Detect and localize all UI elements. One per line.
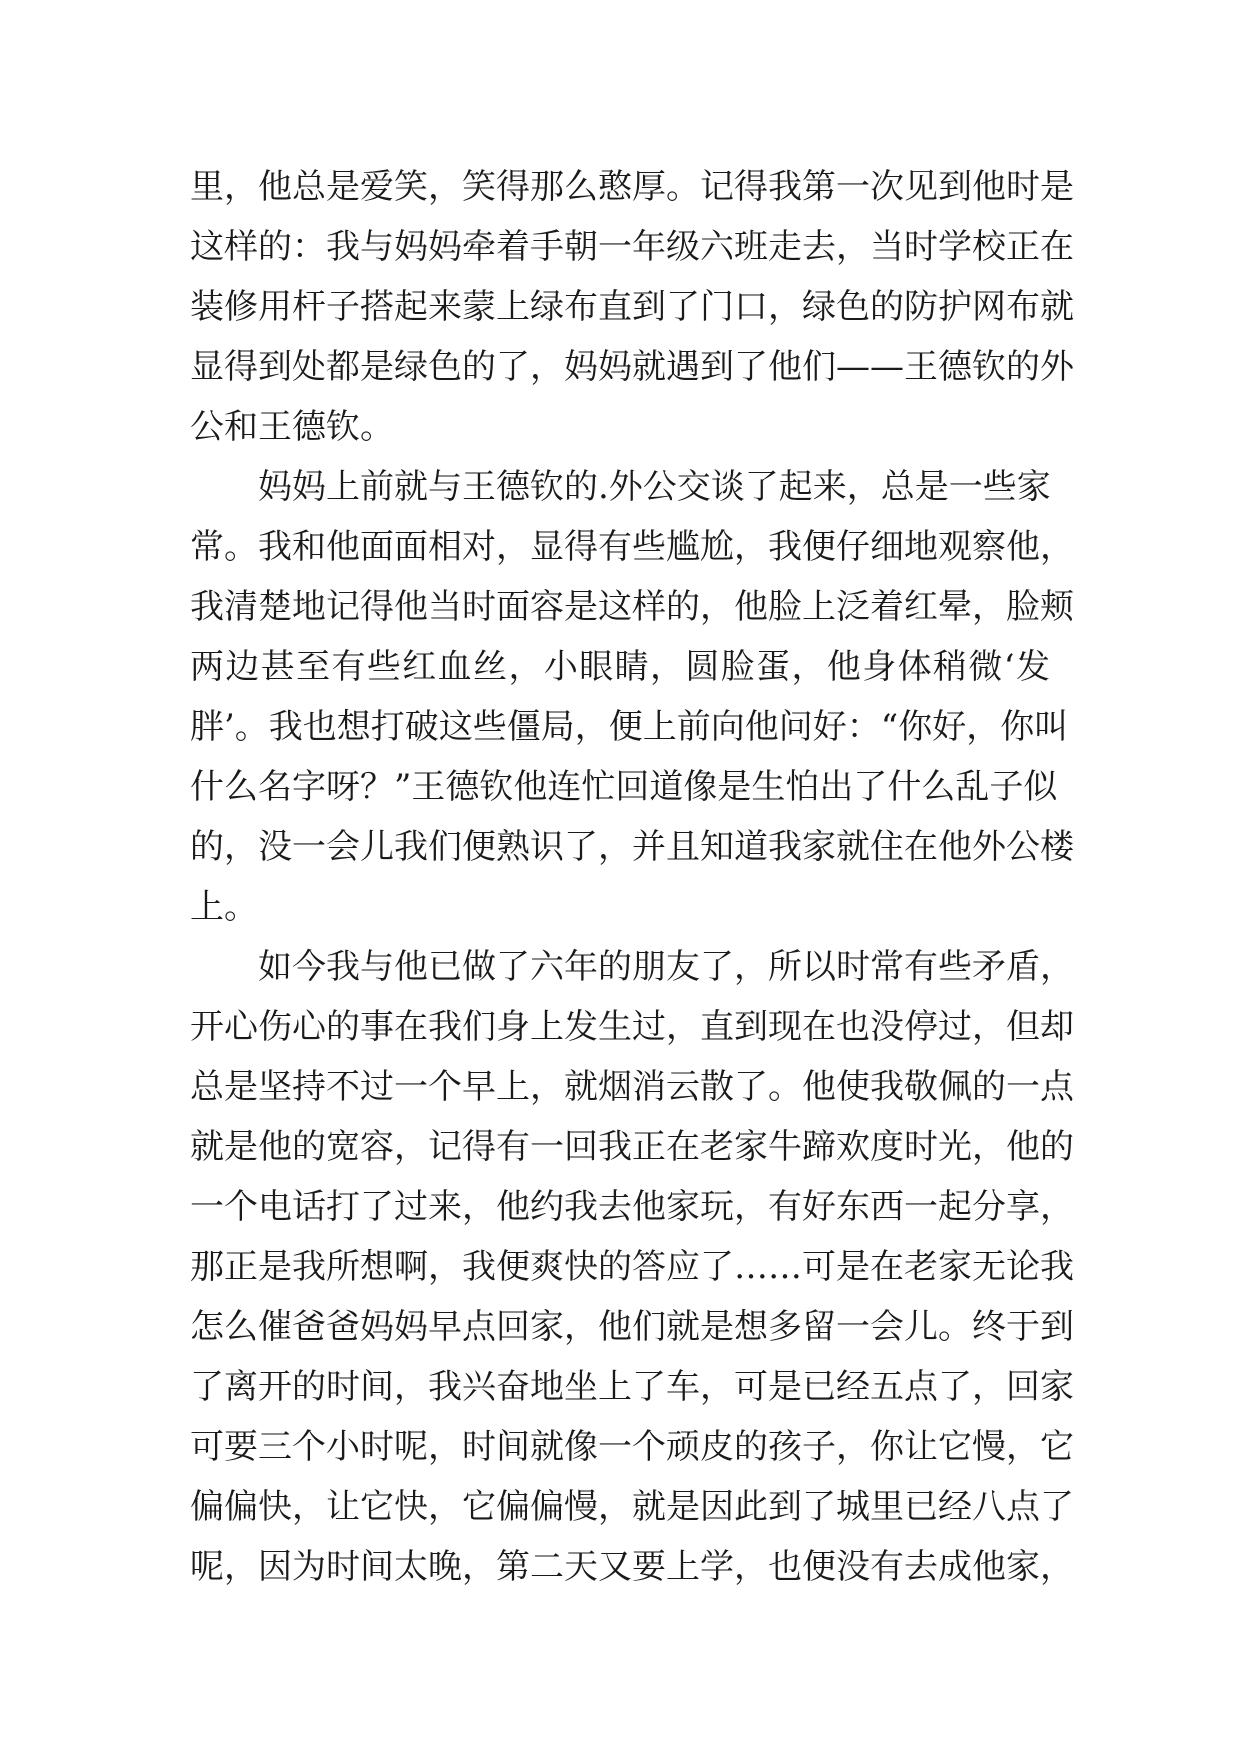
- text-line: 如今我与他已做了六年的朋友了，所以时常有些矛盾，: [190, 947, 1074, 987]
- text-line: 的，没一会儿我们便熟识了，并且知道我家就住在他外公楼: [190, 827, 1074, 867]
- text-line: 装修用杆子搭起来蒙上绿布直到了门口，绿色的防护网布就: [190, 287, 1074, 327]
- text-line: 了离开的时间，我兴奋地坐上了车，可是已经五点了，回家: [190, 1367, 1074, 1407]
- paragraph-1: [190, 157, 1074, 457]
- text-line: 偏偏快，让它快，它偏偏慢，就是因此到了城里已经八点了: [190, 1487, 1074, 1527]
- text-line: 两边甚至有些红血丝，小眼睛，圆脸蛋，他身体稍微‘发: [190, 647, 1050, 687]
- paragraph-2: [190, 457, 1074, 937]
- text-line: 怎么催爸爸妈妈早点回家，他们就是想多留一会儿。终于到: [190, 1307, 1074, 1347]
- text-line: 胖’。我也想打破这些僵局，便上前向他问好：“你好，你叫: [190, 707, 1069, 747]
- text-line: 什么名字呀？”王德钦他连忙回道像是生怕出了什么乱子似: [190, 767, 1058, 807]
- text-line: 显得到处都是绿色的了，妈妈就遇到了他们——王德钦的外: [190, 347, 1074, 387]
- text-line: 总是坚持不过一个早上，就烟消云散了。他使我敬佩的一点: [190, 1067, 1074, 1107]
- text-line: 就是他的宽容，记得有一回我正在老家牛蹄欢度时光，他的: [190, 1127, 1074, 1167]
- text-line: 可要三个小时呢，时间就像一个顽皮的孩子，你让它慢，它: [190, 1427, 1074, 1467]
- text-line: 妈妈上前就与王德钦的.外公交谈了起来，总是一些家: [190, 467, 1051, 507]
- text-line: 那正是我所想啊，我便爽快的答应了……可是在老家无论我: [190, 1247, 1074, 1287]
- text-line: 开心伤心的事在我们身上发生过，直到现在也没停过，但却: [190, 1007, 1074, 1047]
- text-line: 里，他总是爱笑，笑得那么憨厚。记得我第一次见到他时是: [190, 167, 1074, 207]
- text-line: 呢，因为时间太晚，第二天又要上学，也便没有去成他家，: [190, 1547, 1074, 1587]
- text-line: 公和王德钦。: [190, 407, 394, 447]
- body-text: [190, 157, 1074, 1597]
- text-line: 上。: [190, 887, 258, 927]
- text-line: 我清楚地记得他当时面容是这样的，他脸上泛着红晕，脸颊: [190, 587, 1074, 627]
- paragraph-3: [190, 937, 1074, 1597]
- text-line: 一个电话打了过来，他约我去他家玩，有好东西一起分享，: [190, 1187, 1074, 1227]
- text-line: 常。我和他面面相对，显得有些尴尬，我便仔细地观察他，: [190, 527, 1074, 567]
- text-line: 这样的：我与妈妈牵着手朝一年级六班走去，当时学校正在: [190, 227, 1074, 267]
